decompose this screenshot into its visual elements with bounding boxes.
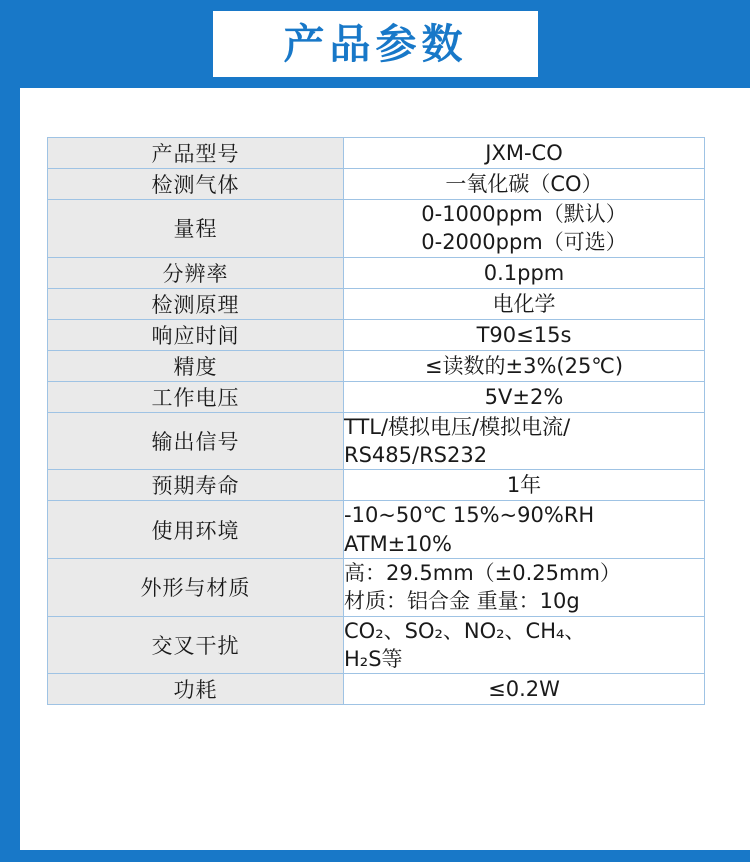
value-line: 电化学 <box>492 291 556 316</box>
value-line: 0.1ppm <box>483 260 565 285</box>
value-line: ≤读数的±3%(25℃) <box>424 353 624 378</box>
row-value <box>344 470 705 501</box>
table-row <box>48 350 705 381</box>
row-value <box>344 350 705 381</box>
value-line: 5V±2% <box>484 384 564 409</box>
spec-table <box>47 137 705 705</box>
value-line: 材质：铝合金 重量：10g <box>344 589 580 614</box>
bottom-accent-band <box>0 850 750 862</box>
row-label: 预期寿命 <box>48 470 344 501</box>
row-label: 产品型号 <box>48 138 344 169</box>
row-label: 交叉干扰 <box>48 616 344 674</box>
page-title: 产品参数 <box>283 19 468 68</box>
table-row <box>48 559 705 617</box>
table-row <box>48 319 705 350</box>
row-label: 分辨率 <box>48 257 344 288</box>
row-value <box>344 381 705 412</box>
value-line: 0-1000ppm（默认） <box>421 202 627 226</box>
row-value <box>344 319 705 350</box>
row-label: 量程 <box>48 200 344 258</box>
row-value <box>344 501 705 559</box>
row-label: 精度 <box>48 350 344 381</box>
value-line: ≤0.2W <box>488 677 560 702</box>
value-line: 0-2000ppm（可选） <box>421 230 627 255</box>
value-line: RS485/RS232 <box>344 443 488 468</box>
table-row <box>48 200 705 258</box>
table-row <box>48 616 705 674</box>
row-label: 功耗 <box>48 674 344 705</box>
row-value <box>344 616 705 674</box>
table-row <box>48 257 705 288</box>
row-value <box>344 200 705 258</box>
table-row <box>48 674 705 705</box>
row-value <box>344 138 705 169</box>
row-label: 外形与材质 <box>48 559 344 617</box>
table-row <box>48 138 705 169</box>
left-accent-band <box>0 0 20 862</box>
row-value <box>344 257 705 288</box>
row-value <box>344 674 705 705</box>
row-value <box>344 559 705 617</box>
value-line: 高：29.5mm（±0.25mm） <box>344 561 621 586</box>
value-line: ATM±10% <box>344 531 452 556</box>
page-header <box>0 0 750 98</box>
spec-table-wrapper <box>47 137 702 705</box>
row-label: 响应时间 <box>48 319 344 350</box>
table-row <box>48 501 705 559</box>
row-label: 使用环境 <box>48 501 344 559</box>
row-value <box>344 169 705 200</box>
spec-table-body <box>48 138 705 705</box>
row-label: 检测原理 <box>48 288 344 319</box>
value-line: T90≤15s <box>476 322 572 347</box>
row-label: 输出信号 <box>48 412 344 470</box>
value-line: TTL/模拟电压/模拟电流/ <box>344 414 571 439</box>
table-row <box>48 288 705 319</box>
row-label: 检测气体 <box>48 169 344 200</box>
value-line: -10~50℃ 15%~90%RH <box>344 503 595 528</box>
value-line: H₂S等 <box>344 647 403 672</box>
title-box <box>213 11 538 77</box>
table-row <box>48 169 705 200</box>
table-row <box>48 470 705 501</box>
value-line: 1年 <box>506 473 542 498</box>
row-value <box>344 412 705 470</box>
value-line: JXM-CO <box>485 140 563 165</box>
row-label: 工作电压 <box>48 381 344 412</box>
row-value <box>344 288 705 319</box>
table-row <box>48 381 705 412</box>
value-line: CO₂、SO₂、NO₂、CH₄、 <box>344 618 586 643</box>
table-row <box>48 412 705 470</box>
value-line: 一氧化碳（CO） <box>445 171 603 196</box>
